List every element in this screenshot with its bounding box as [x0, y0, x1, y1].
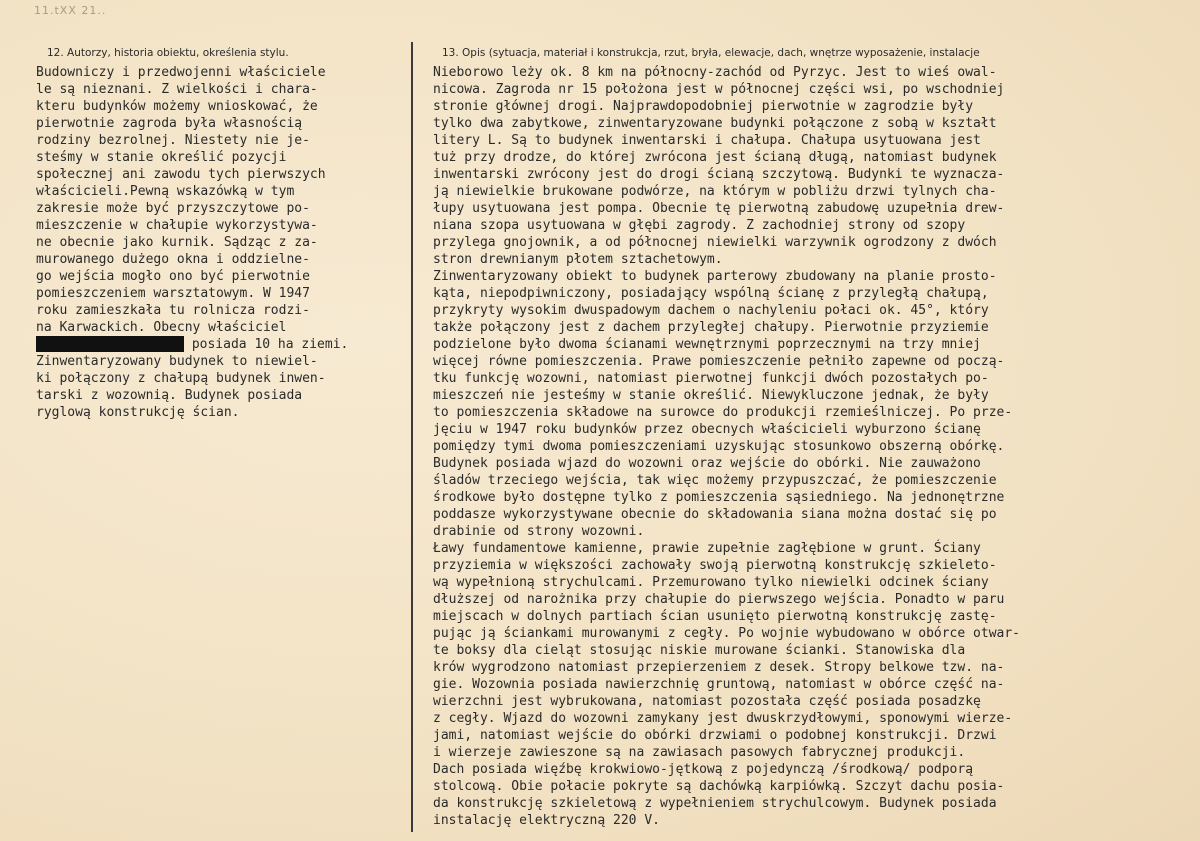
right-text-line: miejscach w dolnych partiach ścian usunięto pierwotną konstrukcję zastę- — [433, 609, 997, 624]
left-text-line: pomieszczeniem warsztatowym. W 1947 — [36, 286, 310, 301]
right-text-line: środkowe było dostępne tylko z pomieszczenia sąsiedniego. Na jednonętrzne — [433, 490, 1005, 505]
right-text-line: drabinie od strony wozowni. — [433, 524, 645, 539]
right-text-line: krów wygrodzono natomiast przepierzeniem z desek. Stropy belkowe tzw. na- — [433, 660, 1005, 675]
right-text-line: przylega gnojownik, a od północnej niewielki warzywnik ogrodzony z dwóch — [433, 235, 997, 250]
right-text-line: tku funkcję wozowni, natomiast pierwotnej funkcji dwóch pozostałych po- — [433, 371, 989, 386]
left-text-line: go wejścia mogło ono być pierwotnie — [36, 269, 310, 284]
right-section-heading: 13. Opis (sytuacja, materiał i konstrukcja, rzut, bryła, elewacje, dach, wnętrze wyposażenie, instalacje — [442, 47, 980, 59]
right-text-line: pomiędzy tymi dwoma pomieszczeniami uzyskując stosunkowo obszerną obórkę. — [433, 439, 1005, 454]
left-text-line: Zinwentaryzowany budynek to niewiel- — [36, 354, 318, 369]
right-text-line: przykryty wysokim dwuspadowym dachem o nachyleniu połaci ok. 45°, który — [433, 303, 989, 318]
left-text-line: ne obecnie jako kurnik. Sądząc z za- — [36, 235, 318, 250]
redaction-block — [36, 336, 184, 352]
right-text-line: wą wypełnioną strychulcami. Przemurowano tylko niewielki odcinek ściany — [433, 575, 989, 590]
archive-stamp: 11.tXX 21.. — [34, 4, 107, 17]
left-text-line: pierwotnie zagroda była własnością — [36, 116, 303, 131]
right-text-line: Budynek posiada wjazd do wozowni oraz wejście do obórki. Nie zauważono — [433, 456, 981, 471]
right-text-line: kąta, niepodpiwniczony, posiadający wspólną ścianę z przyległą chałupą, — [433, 286, 989, 301]
left-text-line: społecznej ani zawodu tych pierwszych — [36, 167, 326, 182]
left-text-line: właścicieli.Pewną wskazówką w tym — [36, 184, 295, 199]
right-text-line: więcej równe pomieszczenia. Prawe pomieszczenie pełniło zapewne od począ- — [433, 354, 1005, 369]
left-text-line: tarski z wozownią. Budynek posiada — [36, 388, 303, 403]
right-text-line: ją niewielkie brukowane podwórze, na którym w pobliżu drzwi tylnych cha- — [433, 184, 997, 199]
right-text-line: gie. Wozownia posiada nawierzchnię gruntową, natomiast w obórce część na- — [433, 677, 1005, 692]
right-text-line: także połączony jest z dachem przyległej chałupy. Pierwotnie przyziemie — [433, 320, 989, 335]
right-text-line: mieszczeń nie jesteśmy w stanie określić. Niewykluczone jednak, że były — [433, 388, 989, 403]
right-text-line: Zinwentaryzowany obiekt to budynek parterowy zbudowany na planie prosto- — [433, 269, 997, 284]
right-text-line: wierzchni jest wybrukowana, natomiast pozostała część posiada posadzkę — [433, 694, 981, 709]
right-text-line: łupy usytuowana jest pompa. Obecnie tę pierwotną zabudowę uzupełnia drew- — [433, 201, 1005, 216]
right-text-line: z cegły. Wjazd do wozowni zamykany jest dwuskrzydłowymi, sponowymi wierze- — [433, 711, 1013, 726]
right-text-line: niana szopa usytuowana w głębi zagrody. Z zachodniej strony od szopy — [433, 218, 966, 233]
right-text-line: to pomieszczenia składowe na surowce do produkcji rzemieślniczej. Po prze- — [433, 405, 1013, 420]
left-text-line: na Karwackich. Obecny właściciel — [36, 320, 287, 335]
left-text-line: murowanego dużego okna i oddzielne- — [36, 252, 310, 267]
left-text-line: ki połączony z chałupą budynek inwen- — [36, 371, 326, 386]
left-text-line: ryglową konstrukcję ścian. — [36, 405, 240, 420]
right-text-line: tylko dwa zabytkowe, zinwentaryzowane budynki połączone z sobą w kształt — [433, 116, 997, 131]
right-text-line: poddasze wykorzystywane obecnie do składowania siana można dostać się po — [433, 507, 997, 522]
right-text-line: instalację elektryczną 220 V. — [433, 813, 660, 828]
redacted-line-suffix: posiada 10 ha ziemi. — [184, 337, 349, 352]
right-text-line: da konstrukcję szkieletową z wypełnieniem strychulcowym. Budynek posiada — [433, 796, 997, 811]
column-divider — [411, 42, 413, 832]
right-text-line: przyziemia w większości zachowały swoją pierwotną konstrukcję szkieleto- — [433, 558, 997, 573]
right-text-line: stolcową. Obie połacie pokryte są dachówką karpiówką. Szczyt dachu posia- — [433, 779, 1005, 794]
left-text-line: rodziny bezrolnej. Niestety nie je- — [36, 133, 310, 148]
right-text-line: nicowa. Zagroda nr 15 położona jest w północnej części wsi, po wschodniej — [433, 82, 1005, 97]
right-text-line: pując ją ściankami murowanymi z cegły. Po wojnie wybudowano w obórce otwar- — [433, 626, 1020, 641]
right-text-line: Dach posiada więźbę krokwiowo-jętkową z pojedynczą /środkową/ podporą — [433, 762, 974, 777]
left-text-line: mieszczenie w chałupie wykorzystywa- — [36, 218, 318, 233]
right-column-text — [433, 64, 1198, 829]
left-column-text — [36, 64, 408, 421]
left-section-heading: 12. Autorzy, historia obiektu, określenia stylu. — [47, 47, 289, 59]
right-text-line: inwentarski zwrócony jest do drogi ścianą szczytową. Budynki te wyznacza- — [433, 167, 1005, 182]
right-text-line: litery L. Są to budynek inwentarski i chałupa. Chałupa usytuowana jest — [433, 133, 981, 148]
right-text-line: dłuższej od narożnika przy chałupie do pierwszego wejścia. Ponadto w paru — [433, 592, 1005, 607]
left-text-line: steśmy w stanie określić pozycji — [36, 150, 287, 165]
right-text-line: stron drewnianym płotem sztachetowym. — [433, 252, 723, 267]
left-text-line: le są nieznani. Z wielkości i chara- — [36, 82, 318, 97]
right-text-line: jęciu w 1947 roku budynków przez obecnych właścicieli wyburzono ścianę — [433, 422, 981, 437]
right-text-line: jami, natomiast wejście do obórki drzwiami o podobnej konstrukcji. Drzwi — [433, 728, 997, 743]
right-text-line: te boksy dla cieląt stosując niskie murowane ścianki. Stanowiska dla — [433, 643, 966, 658]
right-text-line: stronie głównej drogi. Najprawdopodobniej pierwotnie w zagrodzie były — [433, 99, 974, 114]
left-text-line: kteru budynków możemy wnioskować, że — [36, 99, 318, 114]
right-text-line: tuż przy drodze, do której zwrócona jest ścianą długą, natomiast budynek — [433, 150, 997, 165]
right-text-line: Nieborowo leży ok. 8 km na północny-zachód od Pyrzyc. Jest to wieś owal- — [433, 65, 997, 80]
right-text-line: Ławy fundamentowe kamienne, prawie zupełnie zagłębione w grunt. Ściany — [433, 541, 981, 556]
left-text-line: Budowniczy i przedwojenni właściciele — [36, 65, 326, 80]
left-text-line: zakresie może być przyszczytowe po- — [36, 201, 310, 216]
left-text-line — [36, 336, 408, 353]
left-text-line: roku zamieszkała tu rolnicza rodzi- — [36, 303, 310, 318]
right-text-line: i wierzeje zawieszone są na zawiasach pasowych fabrycznej produkcji. — [433, 745, 966, 760]
right-text-line: podzielone było dwoma ścianami wewnętrznymi poprzecznymi na trzy mniej — [433, 337, 981, 352]
right-text-line: śladów trzeciego wejścia, tak więc możemy przypuszczać, że pomieszczenie — [433, 473, 997, 488]
